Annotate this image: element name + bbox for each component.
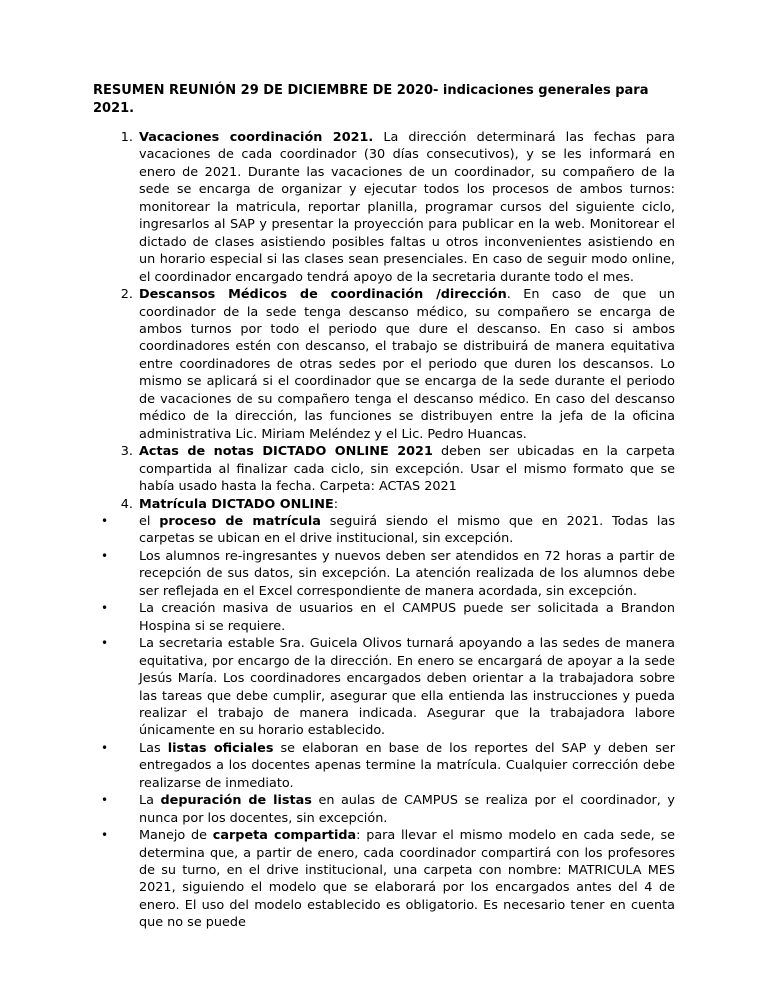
bullet-icon: • bbox=[101, 793, 109, 808]
bullet-text: La bbox=[139, 793, 161, 809]
item-list bbox=[93, 129, 675, 932]
bullet-item bbox=[93, 635, 675, 740]
bullet-text-rest: se elaboran en base de los reportes del SAP y deben ser entregados a los docentes apenas termine la matrícula. Cualquier corrección debe realizarse de inmediato. bbox=[139, 740, 675, 791]
bullet-icon: • bbox=[101, 601, 109, 616]
bullet-item bbox=[93, 548, 675, 600]
bullet-item bbox=[93, 513, 675, 548]
item-number: 2. bbox=[120, 287, 133, 303]
bullet-emphasis: depuración de listas bbox=[160, 793, 312, 809]
numbered-item-4 bbox=[93, 496, 675, 513]
bullet-text-rest: : para llevar el mismo modelo en cada sede, se determina que, a partir de enero, cada coordinador compartirá con los profesores de su turno, en el drive institucional, una carpeta con nombre: MATRICULA MES 2021, siguiendo el modelo que se elaborará por los encargados antes del 4 de enero. El uso del modelo establecido es obligatorio. Es necesario tener en cuenta que no se puede bbox=[139, 828, 675, 931]
item-number: 3. bbox=[120, 444, 133, 460]
item-text: deben ser ubicadas en la carpeta compartida al finalizar cada ciclo, sin excepción. Usar el mismo formato que se había usado hasta la fecha. Carpeta: ACTAS 2021 bbox=[139, 444, 675, 495]
bullet-icon: • bbox=[101, 740, 109, 755]
bullet-text: el bbox=[139, 513, 160, 529]
bullet-icon: • bbox=[101, 548, 109, 563]
bullet-text-rest: en aulas de CAMPUS se realiza por el coordinador, y nunca por los docentes, sin excepción. bbox=[139, 793, 675, 826]
item-number: 1. bbox=[120, 130, 133, 145]
bullet-item bbox=[93, 792, 675, 827]
bullet-item bbox=[93, 740, 675, 792]
item-heading: Actas de notas DICTADO ONLINE 2021 bbox=[139, 444, 433, 460]
item-text: . En caso de que un coordinador de la sede tenga descanso médico, su compañero se encarga de ambos turnos por todo el periodo que dure el descanso. En caso si ambos coordinadores estén con descanso, el trabajo se distribuirá de manera equitativa entre coordinadores de otras sedes por el periodo que duren los descansos. Lo mismo se aplicará si el coordinador que se encarga de la sede durante el periodo de vacaciones de su compañero tenga el descanso médico. En caso del descanso médico de la dirección, las funciones se distribuyen entre la jefa de la oficina administrativa Lic. Miriam Meléndez y el Lic. Pedro Huancas. bbox=[139, 287, 675, 442]
item-heading: Vacaciones coordinación 2021. bbox=[139, 130, 374, 145]
item-text: La dirección determinará las fechas para vacaciones de cada coordinador (30 días consecutivos), y se les informará en enero de 2021. Durante las vacaciones de un coordinador, su compañero de la sede se encarga de organizar y ejecutar todos los procesos de ambos turnos: monitorear la matricula, reportar planilla, programar cursos del siguiente ciclo, ingresarlos al SAP y presentar la proyección para publicar en la web. Monitorear el dictado de clases asistiendo posibles faltas u otros inconvenientes asistiendo en un horario especial si las clases sean presenciales. En caso de seguir modo online, el coordinador encargado tendrá apoyo de la secretaria durante todo el mes. bbox=[139, 130, 675, 285]
bullet-emphasis: carpeta compartida bbox=[212, 828, 357, 844]
document-title: RESUMEN REUNIÓN 29 DE DICIEMBRE DE 2020- indicaciones generales para 2021. bbox=[93, 83, 649, 116]
numbered-item-1 bbox=[93, 129, 675, 286]
bullet-emphasis: proceso de matrícula bbox=[159, 513, 321, 529]
bullet-text: Los alumnos re-ingresantes y nuevos deben ser atendidos en 72 horas a partir de recepción de sus datos, sin excepción. La atención realizada de los alumnos debe ser reflejada en el Excel correspondiente de manera acordada, sin excepción. bbox=[139, 548, 675, 599]
bullet-text: Manejo de bbox=[139, 828, 213, 844]
numbered-item-3 bbox=[93, 443, 675, 495]
item-heading: Matrícula DICTADO ONLINE bbox=[139, 496, 334, 512]
bullet-icon: • bbox=[101, 636, 109, 651]
item-heading: Descansos Médicos de coordinación /dirección bbox=[139, 287, 507, 303]
bullet-text: Las bbox=[139, 740, 168, 756]
bullet-icon: • bbox=[101, 513, 109, 528]
bullet-emphasis: listas oficiales bbox=[167, 740, 274, 756]
bullet-text: La secretaria estable Sra. Guicela Olivos turnará apoyando a las sedes de manera equitativa, por encargo de la dirección. En enero se encargará de apoyar a la sede Jesús María. Los coordinadores encargados deben orientar a la trabajadora sobre las tareas que debe cumplir, asegurar que ella entienda las instrucciones y pueda realizar el trabajo de manera indicada. Asegurar que la trabajadora labore únicamente en su horario establecido. bbox=[139, 636, 675, 739]
item-number: 4. bbox=[120, 496, 133, 512]
bullet-text-rest: seguirá siendo el mismo que en 2021. Todas las carpetas se ubican en el drive institucional, sin excepción. bbox=[139, 513, 675, 547]
bullet-text: La creación masiva de usuarios en el CAMPUS puede ser solicitada a Brandon Hospina si se requiere. bbox=[139, 601, 675, 634]
bullet-item bbox=[93, 827, 675, 932]
item-text: : bbox=[333, 496, 338, 512]
bullet-item bbox=[93, 600, 675, 635]
numbered-item-2 bbox=[93, 286, 675, 443]
bullet-icon: • bbox=[101, 828, 109, 843]
